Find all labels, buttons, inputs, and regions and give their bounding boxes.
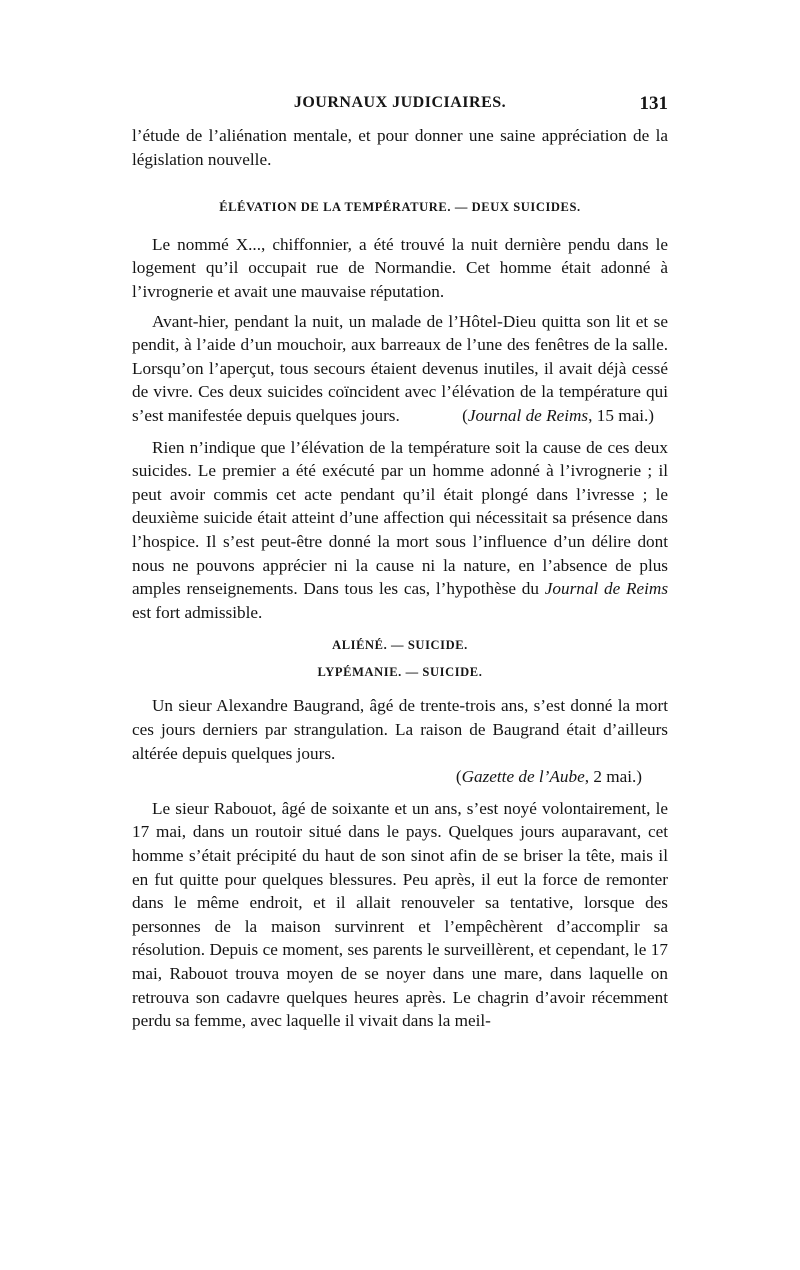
source-rest: , 2 mai.) (584, 767, 642, 787)
paragraph-baugrand: Un sieur Alexandre Baugrand, âgé de trente-trois ans, s’est donné la mort ces jours derniers par strangulation. La raison de Baugrand était d’ailleurs altérée depuis quelques jours. (132, 696, 668, 763)
page-header (132, 94, 668, 118)
commentary-journal-title: Journal de Reims (544, 579, 669, 599)
commentary-text-a: Rien n’indique que l’élévation de la température soit la cause de ces deux suicides. Le premier a été exécuté par un homme adonné à l’ivrognerie ; il peut avoir commis cet acte pendant qu’il était plongé dans l’ivresse ; le deuxième suicide était atteint d’une affection qui nécessitait sa présence dans l’hospice. Il s’est peut-être donné la mort sous l’influence d’un délire dont nous ne pouvons apprécier ni la cause ni la nature, en l’absence de plus amples renseignements. Dans tous les cas, l’hypothèse du (132, 437, 668, 599)
source-rest: , 15 mai.) (588, 405, 654, 425)
paragraph-chiffonnier: Le nommé X..., chiffonnier, a été trouvé la nuit dernière pendu dans le logement qu’il occupait rue de Normandie. Cet homme était adonné à l’ivrognerie et avait une mauvaise réputation. (132, 234, 668, 301)
section-heading-aliene: ALIÉNÉ. — SUICIDE. (332, 638, 468, 653)
intro-paragraph: l’étude de l’aliénation mentale, et pour donner une saine appréciation de la législation nouvelle. (132, 126, 668, 169)
paragraph-rabouot: Le sieur Rabouot, âgé de soixante et un ans, s’est noyé volontairement, le 17 mai, dans un routoir situé dans le pays. Quelques jours auparavant, cet homme s’était précipité du haut de son sinot afin de se briser la tête, mais il en fut quitte pour quelques blessures. Peu après, il eut la force de remonter dans le même endroit, et il allait renouveler sa tentative, lorsque des personnes de la maison survinrent et l’empêchèrent d’accomplir sa résolution. Depuis ce moment, ses parents le surveillèrent, et cependant, le 17 mai, Rabouot trouva moyen de se noyer dans une mare, dans laquelle on retrouva son cadavre quelques heures après. Le chagrin d’avoir récemment perdu sa femme, avec laquelle il vivait dans la meil- (132, 798, 668, 1031)
paragraph-commentary (132, 436, 668, 625)
page-number: 131 (639, 93, 668, 114)
source-open: ( (462, 405, 468, 425)
section-heading-temperature: ÉLÉVATION DE LA TEMPÉRATURE. — DEUX SUICIDES. (219, 200, 581, 215)
section-heading-lypemanie: LYPÉMANIE. — SUICIDE. (317, 664, 483, 679)
source-title: Journal de Reims (467, 405, 589, 425)
paragraph-hotel-dieu-text: Avant-hier, pendant la nuit, un malade de l’Hôtel-Dieu quitta son lit et se pendit, à l’aide d’un mouchoir, aux barreaux de l’une des fenêtres de la salle. Lorsqu’on l’aperçut, tous secours étaient devenus inutiles, il avait déjà cessé de vivre. Ces deux suicides coïncident avec l’élévation de la température qui s’est manifestée depuis quelques jours. (132, 311, 668, 425)
source-citation-aube (132, 765, 668, 789)
source-title: Gazette de l’Aube (461, 767, 585, 787)
source-open: ( (455, 767, 462, 787)
commentary-text-b: est fort admissible. (132, 602, 263, 622)
running-title: JOURNAUX JUDICIAIRES. (293, 94, 507, 111)
body-text (132, 124, 668, 1033)
